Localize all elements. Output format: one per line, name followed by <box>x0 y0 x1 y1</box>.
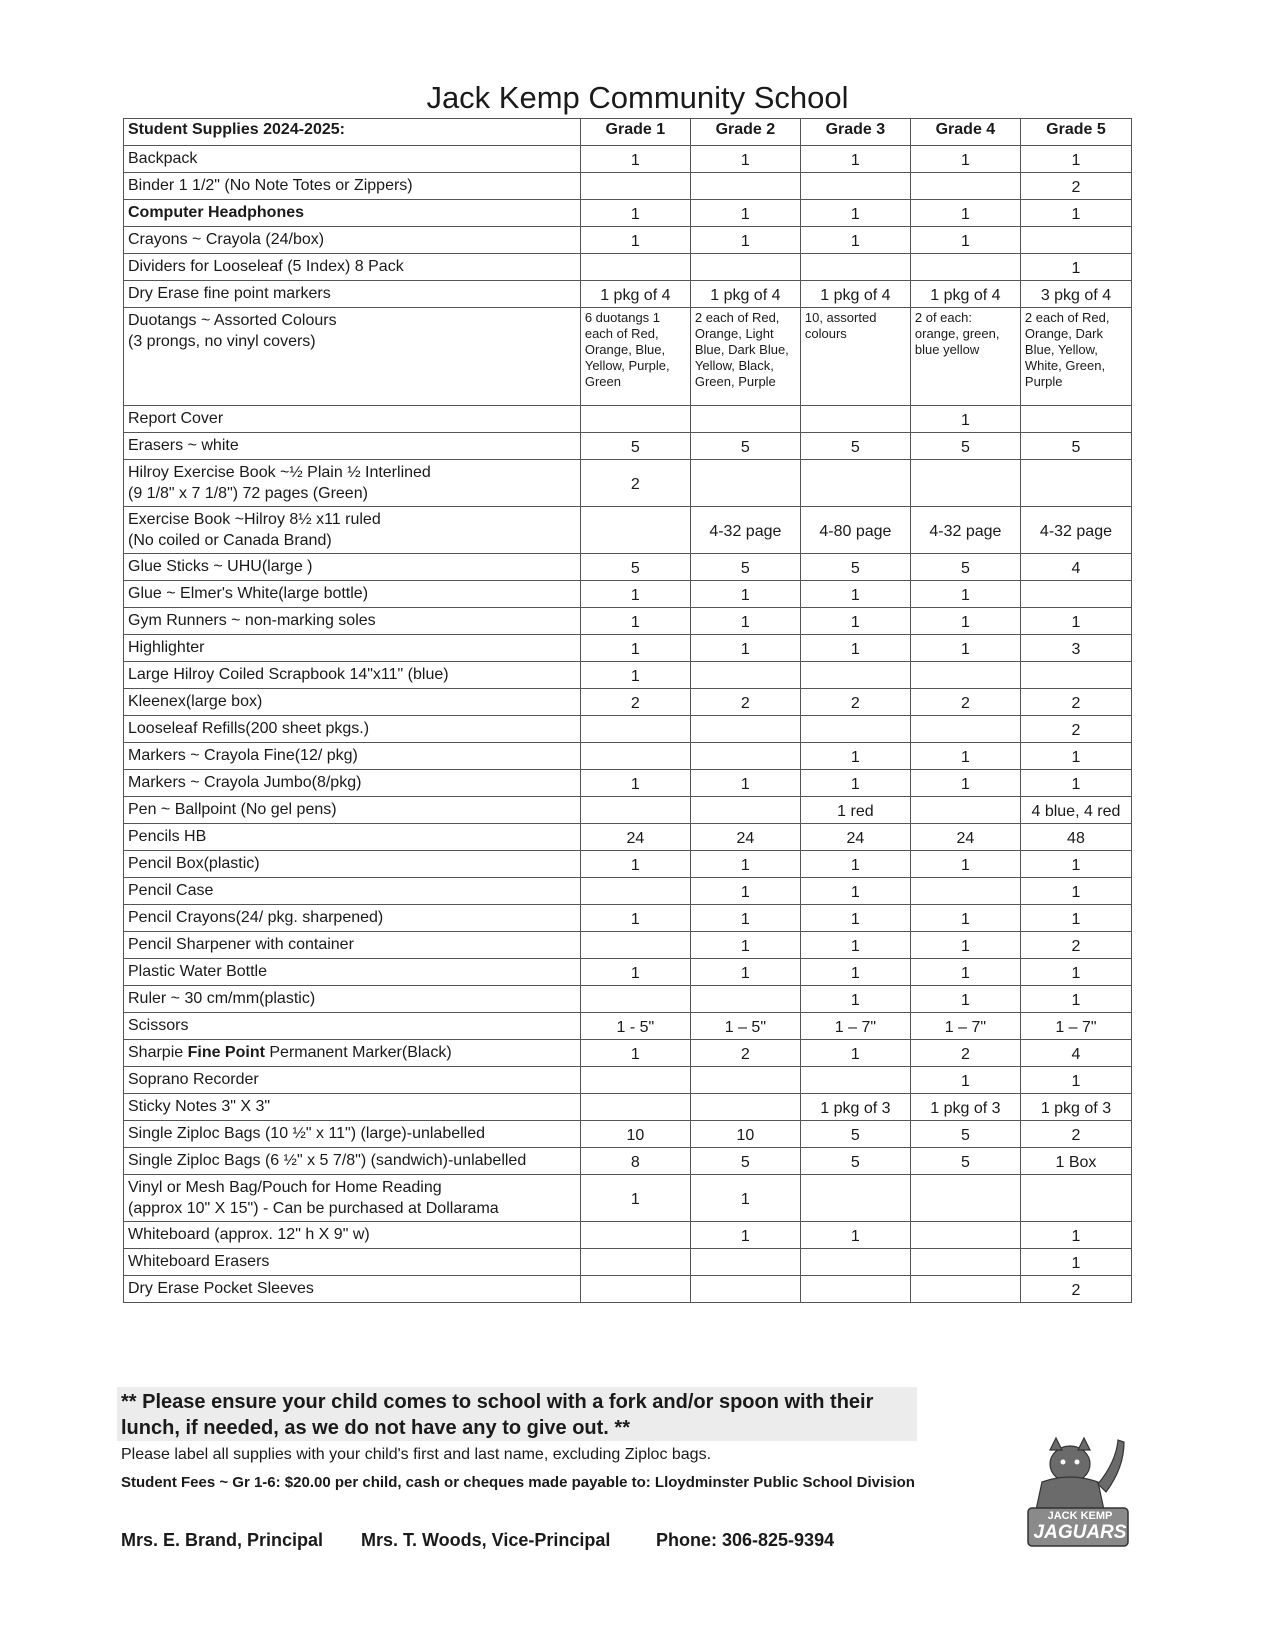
table-row <box>124 1040 1132 1067</box>
grade-2-quantity <box>690 743 800 770</box>
grade-5-quantity <box>1020 581 1131 608</box>
grade-5-quantity: 1 <box>1020 146 1131 173</box>
supply-item: Single Ziploc Bags (6 ½" x 5 7/8") (sandwich)-unlabelled <box>124 1148 581 1175</box>
supply-item: Vinyl or Mesh Bag/Pouch for Home Reading (approx 10" X 15") - Can be purchased at Dollarama <box>124 1175 581 1222</box>
table-row <box>124 797 1132 824</box>
student-fees: Student Fees ~ Gr 1-6: $20.00 per child, cash or cheques made payable to: Lloydminster Public School Division <box>121 1474 915 1491</box>
grade-3-quantity: 1 <box>800 743 910 770</box>
grade-5-quantity: 3 <box>1020 635 1131 662</box>
table-row <box>124 460 1132 507</box>
grade-1-quantity <box>580 932 690 959</box>
grade-4-quantity: 1 – 7" <box>910 1013 1020 1040</box>
grade-4-quantity: 1 <box>910 959 1020 986</box>
grade-3-quantity: 2 <box>800 689 910 716</box>
grade-5-quantity: 2 <box>1020 932 1131 959</box>
supply-item: Pencil Case <box>124 878 581 905</box>
grade-3-quantity <box>800 1276 910 1303</box>
supply-item: Glue ~ Elmer's White(large bottle) <box>124 581 581 608</box>
supply-item-emphasis: Fine Point <box>187 1044 265 1061</box>
grade-1-quantity <box>580 1222 690 1249</box>
table-header-row <box>124 119 1132 146</box>
grade-3-quantity: 1 – 7" <box>800 1013 910 1040</box>
supply-item-text: Sharpie <box>128 1044 188 1061</box>
grade-1-quantity: 24 <box>580 824 690 851</box>
grade-4-quantity: 1 <box>910 851 1020 878</box>
supply-item: Pencils HB <box>124 824 581 851</box>
grade-2-quantity: 1 <box>690 932 800 959</box>
grade-1-quantity <box>580 878 690 905</box>
grade-4-header: Grade 4 <box>910 119 1020 146</box>
grade-1-quantity: 1 <box>580 200 690 227</box>
grade-2-quantity <box>690 173 800 200</box>
table-row <box>124 1222 1132 1249</box>
grade-5-quantity: 2 <box>1020 1276 1131 1303</box>
grade-4-quantity: 5 <box>910 433 1020 460</box>
grade-3-quantity <box>800 1067 910 1094</box>
table-row <box>124 959 1132 986</box>
table-row <box>124 635 1132 662</box>
grade-2-quantity: 1 – 5" <box>690 1013 800 1040</box>
grade-1-quantity: 5 <box>580 554 690 581</box>
grade-3-quantity <box>800 716 910 743</box>
grade-3-quantity: 5 <box>800 433 910 460</box>
grade-1-quantity: 2 <box>580 460 690 507</box>
grade-1-quantity: 1 pkg of 4 <box>580 281 690 308</box>
grade-5-quantity <box>1020 460 1131 507</box>
grade-1-quantity <box>580 1276 690 1303</box>
grade-1-quantity: 10 <box>580 1121 690 1148</box>
grade-2-quantity: 1 pkg of 4 <box>690 281 800 308</box>
supply-item: Large Hilroy Coiled Scrapbook 14"x11" (blue) <box>124 662 581 689</box>
supply-item: Erasers ~ white <box>124 433 581 460</box>
grade-3-quantity: 1 <box>800 986 910 1013</box>
grade-4-quantity: 24 <box>910 824 1020 851</box>
grade-5-quantity: 1 <box>1020 851 1131 878</box>
grade-1-quantity: 1 <box>580 770 690 797</box>
supply-item: Kleenex(large box) <box>124 689 581 716</box>
table-row <box>124 743 1132 770</box>
grade-2-quantity: 5 <box>690 1148 800 1175</box>
supplies-table <box>123 118 1132 1303</box>
supply-item: Dividers for Looseleaf (5 Index) 8 Pack <box>124 254 581 281</box>
grade-3-quantity <box>800 1249 910 1276</box>
grade-2-quantity: 1 <box>690 959 800 986</box>
table-row <box>124 770 1132 797</box>
grade-4-quantity: 1 <box>910 406 1020 433</box>
principal-name: Mrs. E. Brand, Principal <box>121 1530 324 1550</box>
supply-item: Binder 1 1/2" (No Note Totes or Zippers) <box>124 173 581 200</box>
grade-3-quantity: 1 red <box>800 797 910 824</box>
grade-1-quantity: 1 <box>580 581 690 608</box>
grade-5-quantity: 1 <box>1020 770 1131 797</box>
grade-1-quantity: 1 <box>580 146 690 173</box>
grade-2-quantity: 1 <box>690 146 800 173</box>
grade-4-quantity <box>910 1249 1020 1276</box>
grade-5-quantity: 4-32 page <box>1020 507 1131 554</box>
supply-item: Dry Erase fine point markers <box>124 281 581 308</box>
table-row <box>124 146 1132 173</box>
supply-item: Pencil Box(plastic) <box>124 851 581 878</box>
supplies-heading: Student Supplies 2024-2025: <box>124 119 581 146</box>
grade-5-quantity: 1 <box>1020 878 1131 905</box>
grade-4-quantity: 1 <box>910 905 1020 932</box>
grade-4-quantity: 1 <box>910 146 1020 173</box>
grade-2-quantity: 1 <box>690 851 800 878</box>
grade-2-quantity: 1 <box>690 1175 800 1222</box>
grade-4-quantity: 1 pkg of 3 <box>910 1094 1020 1121</box>
table-row <box>124 254 1132 281</box>
grade-4-quantity: 1 <box>910 743 1020 770</box>
table-row <box>124 905 1132 932</box>
grade-4-quantity: 1 <box>910 581 1020 608</box>
supply-item: Sticky Notes 3" X 3" <box>124 1094 581 1121</box>
grade-4-quantity <box>910 716 1020 743</box>
supply-item: Pencil Crayons(24/ pkg. sharpened) <box>124 905 581 932</box>
table-row <box>124 689 1132 716</box>
grade-2-quantity: 2 <box>690 689 800 716</box>
supply-item: Gym Runners ~ non-marking soles <box>124 608 581 635</box>
grade-1-quantity <box>580 1067 690 1094</box>
grade-5-quantity: 1 <box>1020 608 1131 635</box>
grade-1-quantity: 1 <box>580 227 690 254</box>
grade-3-quantity: 1 <box>800 581 910 608</box>
grade-4-quantity: 1 <box>910 200 1020 227</box>
grade-2-quantity: 5 <box>690 554 800 581</box>
grade-3-quantity: 1 <box>800 635 910 662</box>
grade-5-quantity: 3 pkg of 4 <box>1020 281 1131 308</box>
grade-3-quantity: 5 <box>800 554 910 581</box>
grade-3-quantity: 1 <box>800 878 910 905</box>
grade-5-quantity: 4 <box>1020 554 1131 581</box>
grade-1-quantity <box>580 507 690 554</box>
table-row <box>124 281 1132 308</box>
grade-1-quantity: 1 <box>580 851 690 878</box>
grade-2-quantity <box>690 1249 800 1276</box>
grade-5-quantity: 1 Box <box>1020 1148 1131 1175</box>
grade-1-quantity <box>580 716 690 743</box>
table-row <box>124 1067 1132 1094</box>
supply-item: Crayons ~ Crayola (24/box) <box>124 227 581 254</box>
grade-4-quantity: 1 <box>910 608 1020 635</box>
grade-4-quantity: 5 <box>910 554 1020 581</box>
supply-item: Markers ~ Crayola Fine(12/ pkg) <box>124 743 581 770</box>
grade-3-quantity: 24 <box>800 824 910 851</box>
supply-item: Scissors <box>124 1013 581 1040</box>
grade-3-quantity: 5 <box>800 1148 910 1175</box>
grade-5-quantity <box>1020 227 1131 254</box>
grade-2-quantity: 2 <box>690 1040 800 1067</box>
grade-5-quantity <box>1020 662 1131 689</box>
grade-5-quantity: 1 <box>1020 200 1131 227</box>
grade-4-quantity: 1 <box>910 770 1020 797</box>
grade-5-quantity: 1 <box>1020 1249 1131 1276</box>
supply-item: Highlighter <box>124 635 581 662</box>
grade-2-quantity: 1 <box>690 1222 800 1249</box>
supply-item: Exercise Book ~Hilroy 8½ x11 ruled (No coiled or Canada Brand) <box>124 507 581 554</box>
grade-5-quantity: 1 <box>1020 1067 1131 1094</box>
supply-item: Glue Sticks ~ UHU(large ) <box>124 554 581 581</box>
logo-text-top: JACK KEMP <box>1047 1510 1113 1522</box>
grade-3-quantity <box>800 662 910 689</box>
grade-1-quantity <box>580 1249 690 1276</box>
school-phone: Phone: 306-825-9394 <box>656 1530 835 1550</box>
grade-5-header: Grade 5 <box>1020 119 1131 146</box>
grade-2-quantity <box>690 797 800 824</box>
supply-item: Looseleaf Refills(200 sheet pkgs.) <box>124 716 581 743</box>
grade-3-quantity: 1 pkg of 4 <box>800 281 910 308</box>
supply-item: Computer Headphones <box>124 200 581 227</box>
grade-2-quantity: 1 <box>690 200 800 227</box>
grade-5-quantity: 48 <box>1020 824 1131 851</box>
grade-3-quantity: 4-80 page <box>800 507 910 554</box>
grade-2-quantity <box>690 716 800 743</box>
grade-3-quantity <box>800 406 910 433</box>
grade-3-quantity: 1 <box>800 608 910 635</box>
table-row <box>124 433 1132 460</box>
table-row <box>124 406 1132 433</box>
grade-5-quantity: 4 <box>1020 1040 1131 1067</box>
supply-item: Report Cover <box>124 406 581 433</box>
grade-5-quantity: 1 <box>1020 743 1131 770</box>
table-row <box>124 1276 1132 1303</box>
grade-2-quantity <box>690 406 800 433</box>
grade-1-quantity: 1 <box>580 1175 690 1222</box>
grade-2-quantity <box>690 1067 800 1094</box>
grade-5-quantity: 1 <box>1020 254 1131 281</box>
table-row <box>124 173 1132 200</box>
grade-5-quantity: 2 <box>1020 689 1131 716</box>
grade-4-quantity <box>910 878 1020 905</box>
grade-4-quantity <box>910 460 1020 507</box>
grade-1-quantity: 1 <box>580 608 690 635</box>
grade-4-quantity: 1 pkg of 4 <box>910 281 1020 308</box>
grade-3-quantity: 1 <box>800 851 910 878</box>
supply-item <box>124 1040 581 1067</box>
grade-2-quantity: 5 <box>690 433 800 460</box>
grade-1-quantity <box>580 797 690 824</box>
grade-1-quantity: 6 duotangs 1 each of Red, Orange, Blue, Yellow, Purple, Green <box>580 308 690 406</box>
grade-1-quantity: 1 <box>580 959 690 986</box>
grade-3-quantity <box>800 254 910 281</box>
supply-item: Whiteboard (approx. 12" h X 9" w) <box>124 1222 581 1249</box>
grade-4-quantity: 1 <box>910 635 1020 662</box>
grade-4-quantity: 5 <box>910 1148 1020 1175</box>
table-row <box>124 1094 1132 1121</box>
grade-4-quantity: 1 <box>910 227 1020 254</box>
grade-2-quantity: 1 <box>690 581 800 608</box>
grade-4-quantity <box>910 1175 1020 1222</box>
grade-2-quantity: 10 <box>690 1121 800 1148</box>
grade-3-quantity: 1 <box>800 770 910 797</box>
supply-item: Plastic Water Bottle <box>124 959 581 986</box>
grade-1-quantity <box>580 406 690 433</box>
table-row <box>124 878 1132 905</box>
grade-5-quantity: 1 pkg of 3 <box>1020 1094 1131 1121</box>
grade-3-quantity: 1 <box>800 905 910 932</box>
grade-5-quantity: 2 <box>1020 1121 1131 1148</box>
grade-2-quantity: 1 <box>690 608 800 635</box>
table-row <box>124 1148 1132 1175</box>
grade-3-quantity: 1 <box>800 959 910 986</box>
grade-2-quantity <box>690 1276 800 1303</box>
grade-1-quantity <box>580 254 690 281</box>
grade-5-quantity: 1 <box>1020 986 1131 1013</box>
table-row <box>124 581 1132 608</box>
grade-4-quantity <box>910 1276 1020 1303</box>
table-row <box>124 824 1132 851</box>
grade-2-quantity: 1 <box>690 905 800 932</box>
supply-item: Single Ziploc Bags (10 ½" x 11") (large)-unlabelled <box>124 1121 581 1148</box>
grade-3-quantity: 1 <box>800 1222 910 1249</box>
grade-1-quantity: 8 <box>580 1148 690 1175</box>
grade-1-quantity: 2 <box>580 689 690 716</box>
grade-3-quantity: 1 <box>800 200 910 227</box>
grade-3-quantity: 1 pkg of 3 <box>800 1094 910 1121</box>
grade-4-quantity: 1 <box>910 986 1020 1013</box>
table-row <box>124 608 1132 635</box>
table-row <box>124 1121 1132 1148</box>
grade-5-quantity: 2 each of Red, Orange, Dark Blue, Yellow, White, Green, Purple <box>1020 308 1131 406</box>
grade-3-quantity: 1 <box>800 227 910 254</box>
grade-3-quantity <box>800 1175 910 1222</box>
grade-5-quantity <box>1020 1175 1131 1222</box>
page-title: Jack Kemp Community School <box>426 80 849 115</box>
grade-5-quantity: 2 <box>1020 173 1131 200</box>
supply-item: Soprano Recorder <box>124 1067 581 1094</box>
grade-2-quantity: 1 <box>690 770 800 797</box>
grade-2-quantity: 4-32 page <box>690 507 800 554</box>
grade-2-quantity: 2 each of Red, Orange, Light Blue, Dark Blue, Yellow, Black, Green, Purple <box>690 308 800 406</box>
grade-5-quantity: 1 <box>1020 905 1131 932</box>
supply-item: Ruler ~ 30 cm/mm(plastic) <box>124 986 581 1013</box>
table-row <box>124 932 1132 959</box>
grade-2-quantity: 1 <box>690 635 800 662</box>
grade-5-quantity: 5 <box>1020 433 1131 460</box>
grade-1-quantity <box>580 743 690 770</box>
grade-2-quantity <box>690 460 800 507</box>
table-row <box>124 554 1132 581</box>
table-row <box>124 851 1132 878</box>
grade-2-quantity: 1 <box>690 878 800 905</box>
grade-4-quantity <box>910 254 1020 281</box>
table-row <box>124 1013 1132 1040</box>
table-row <box>124 662 1132 689</box>
supply-item: Whiteboard Erasers <box>124 1249 581 1276</box>
grade-5-quantity: 1 <box>1020 1222 1131 1249</box>
supply-item: Markers ~ Crayola Jumbo(8/pkg) <box>124 770 581 797</box>
utensil-notice: ** Please ensure your child comes to school with a fork and/or spoon with their lunch, if needed, as we do not have any to give out. ** <box>121 1391 874 1439</box>
grade-3-quantity <box>800 460 910 507</box>
grade-3-quantity <box>800 173 910 200</box>
table-row <box>124 716 1132 743</box>
grade-1-quantity: 1 <box>580 635 690 662</box>
grade-3-quantity: 1 <box>800 146 910 173</box>
grade-5-quantity: 4 blue, 4 red <box>1020 797 1131 824</box>
table-row <box>124 1175 1132 1222</box>
supply-item: Pen ~ Ballpoint (No gel pens) <box>124 797 581 824</box>
grade-1-quantity: 1 <box>580 662 690 689</box>
grade-1-quantity: 5 <box>580 433 690 460</box>
supply-item: Pencil Sharpener with container <box>124 932 581 959</box>
grade-3-quantity: 10, assorted colours <box>800 308 910 406</box>
grade-5-quantity: 1 <box>1020 959 1131 986</box>
supply-item-text: Permanent Marker(Black) <box>264 1044 452 1061</box>
grade-4-quantity <box>910 662 1020 689</box>
grade-4-quantity: 1 <box>910 932 1020 959</box>
grade-3-quantity: 1 <box>800 932 910 959</box>
vice-principal-name: Mrs. T. Woods, Vice-Principal <box>361 1530 611 1550</box>
grade-2-quantity: 1 <box>690 227 800 254</box>
grade-2-quantity <box>690 1094 800 1121</box>
grade-4-quantity: 2 <box>910 689 1020 716</box>
grade-5-quantity <box>1020 406 1131 433</box>
grade-1-quantity <box>580 986 690 1013</box>
table-row <box>124 200 1132 227</box>
grade-2-quantity <box>690 254 800 281</box>
grade-1-quantity <box>580 173 690 200</box>
supply-item: Duotangs ~ Assorted Colours (3 prongs, no vinyl covers) <box>124 308 581 406</box>
grade-1-quantity: 1 <box>580 905 690 932</box>
logo-text-bottom: JAGUARS <box>1033 1522 1127 1543</box>
table-row <box>124 227 1132 254</box>
grade-4-quantity: 2 of each: orange, green, blue yellow <box>910 308 1020 406</box>
table-row <box>124 308 1132 406</box>
table-row <box>124 1249 1132 1276</box>
grade-1-quantity <box>580 1094 690 1121</box>
grade-4-quantity: 2 <box>910 1040 1020 1067</box>
grade-1-header: Grade 1 <box>580 119 690 146</box>
grade-4-quantity: 5 <box>910 1121 1020 1148</box>
grade-2-quantity <box>690 986 800 1013</box>
grade-3-quantity: 5 <box>800 1121 910 1148</box>
label-instruction: Please label all supplies with your child's first and last name, excluding Ziploc bags. <box>121 1446 712 1463</box>
table-row <box>124 507 1132 554</box>
grade-2-header: Grade 2 <box>690 119 800 146</box>
grade-1-quantity: 1 <box>580 1040 690 1067</box>
grade-4-quantity: 4-32 page <box>910 507 1020 554</box>
grade-4-quantity <box>910 1222 1020 1249</box>
grade-4-quantity: 1 <box>910 1067 1020 1094</box>
grade-4-quantity <box>910 173 1020 200</box>
grade-4-quantity <box>910 797 1020 824</box>
grade-3-quantity: 1 <box>800 1040 910 1067</box>
grade-5-quantity: 1 – 7" <box>1020 1013 1131 1040</box>
grade-5-quantity: 2 <box>1020 716 1131 743</box>
grade-2-quantity <box>690 662 800 689</box>
grade-1-quantity: 1 - 5" <box>580 1013 690 1040</box>
table-row <box>124 986 1132 1013</box>
supply-item: Dry Erase Pocket Sleeves <box>124 1276 581 1303</box>
grade-3-header: Grade 3 <box>800 119 910 146</box>
grade-2-quantity: 24 <box>690 824 800 851</box>
supply-item: Backpack <box>124 146 581 173</box>
supply-item: Hilroy Exercise Book ~½ Plain ½ Interlined (9 1/8" x 7 1/8") 72 pages (Green) <box>124 460 581 507</box>
